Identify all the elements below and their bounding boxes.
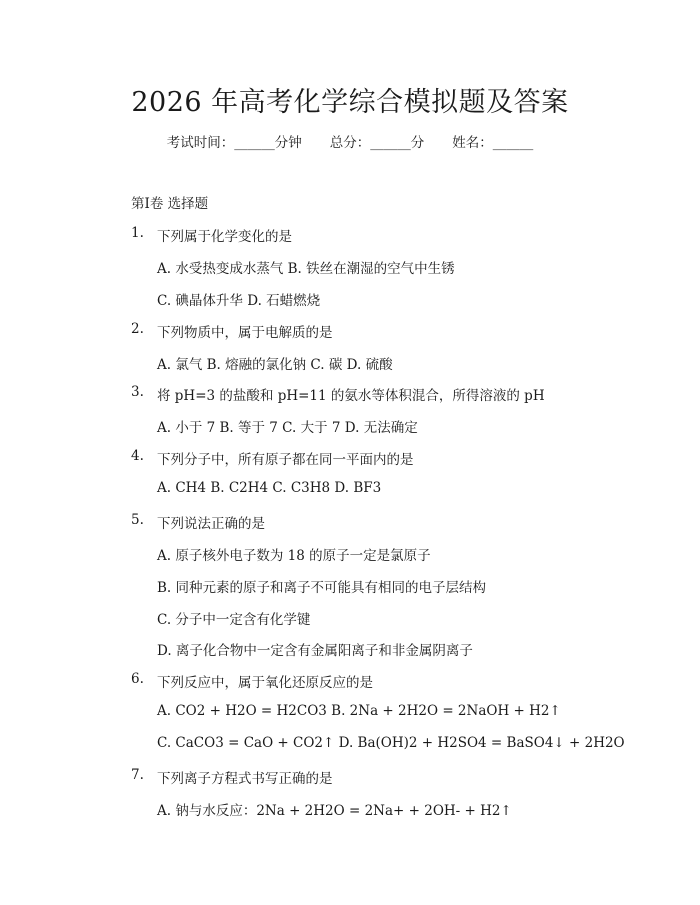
question-text: 下列物质中，属于电解质的是: [157, 325, 333, 341]
question-number: 3.: [131, 384, 144, 400]
question-options: A. CH4 B. C2H4 C. C3H8 D. BF3: [157, 480, 382, 496]
question-number: 4.: [131, 448, 144, 464]
question-options: C. 分子中一定含有化学键: [157, 612, 311, 628]
question-options: A. CO2 + H2O = H2CO3 B. 2Na + 2H2O = 2NaOH + H2↑: [157, 703, 561, 719]
question-options: A. 原子核外电子数为 18 的原子一定是氯原子: [157, 548, 431, 564]
question-number: 1.: [131, 225, 144, 241]
question-options: A. 钠与水反应：2Na + 2H2O = 2Na+ + 2OH- + H2↑: [157, 803, 512, 819]
question-text: 下列属于化学变化的是: [157, 229, 292, 245]
question-options: A. 氯气 B. 熔融的氯化钠 C. 碳 D. 硫酸: [157, 357, 393, 373]
question-text: 下列离子方程式书写正确的是: [157, 771, 333, 787]
exam-info-line: [0, 131, 700, 151]
question-number: 7.: [131, 767, 144, 783]
question-options: D. 离子化合物中一定含有金属阳离子和非金属阴离子: [157, 643, 473, 659]
question-options: A. 水受热变成水蒸气 B. 铁丝在潮湿的空气中生锈: [157, 261, 455, 277]
exam-time-field: 考试时间：______分钟: [166, 135, 302, 151]
question-options: A. 小于 7 B. 等于 7 C. 大于 7 D. 无法确定: [157, 420, 418, 436]
question-text: 下列反应中，属于氧化还原反应的是: [157, 675, 373, 691]
question-number: 6.: [131, 671, 144, 687]
question-text: 下列分子中，所有原子都在同一平面内的是: [157, 452, 414, 468]
question-number: 2.: [131, 321, 144, 337]
question-options: C. 碘晶体升华 D. 石蜡燃烧: [157, 293, 321, 309]
question-number: 5.: [131, 512, 144, 528]
page-title: 2026 年高考化学综合模拟题及答案: [131, 87, 569, 118]
question-text: 将 pH=3 的盐酸和 pH=11 的氨水等体积混合，所得溶液的 pH: [157, 388, 545, 404]
question-text: 下列说法正确的是: [157, 516, 265, 532]
section-heading: 第Ⅰ卷 选择题: [131, 196, 209, 212]
student-name-field: 姓名：______: [452, 135, 534, 151]
question-options: B. 同种元素的原子和离子不可能具有相同的电子层结构: [157, 580, 487, 596]
question-options: C. CaCO3 = CaO + CO2↑ D. Ba(OH)2 + H2SO4 = BaSO4↓ + 2H2O: [157, 735, 625, 751]
total-score-field: 总分：______分: [329, 135, 425, 151]
